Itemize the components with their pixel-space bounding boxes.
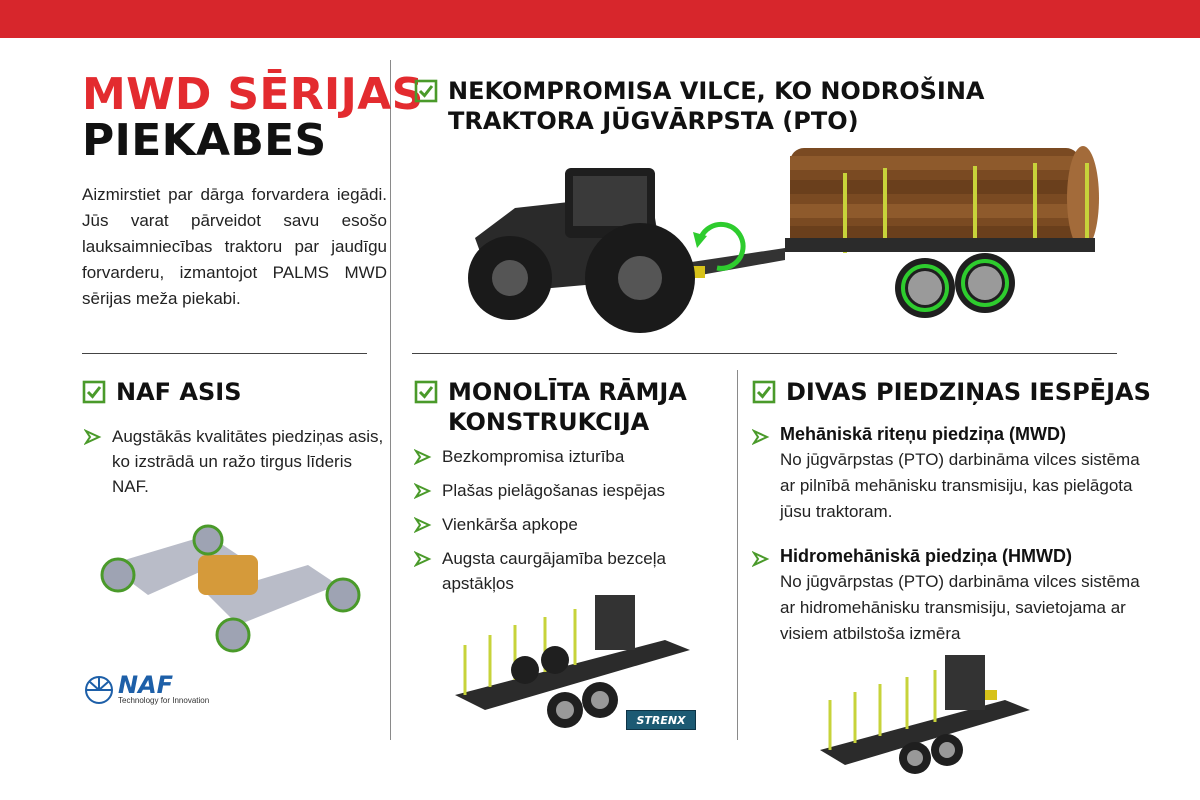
frame-bullet-text: Vienkārša apkope [442, 515, 578, 534]
list-item [84, 424, 384, 499]
pto-heading-line-1: NEKOMPROMISA VILCE, KO NODROŠINA [448, 77, 985, 105]
axle-illustration [88, 515, 373, 665]
drive-option-title: Mehāniskā riteņu piedziņa (MWD) [780, 424, 1067, 444]
chevron-right-icon [414, 551, 432, 567]
divider-vertical-right [737, 370, 738, 740]
frame-heading [414, 377, 724, 437]
naf-heading [82, 377, 372, 407]
naf-logo [84, 671, 210, 705]
log-stack [790, 146, 1099, 250]
naf-heading-text: NAF ASIS [116, 378, 242, 406]
pto-heading-line-2: TRAKTORA JŪGVĀRPSTA (PTO) [448, 107, 859, 135]
top-banner [0, 0, 1200, 38]
tractor-trailer-illustration [455, 128, 1115, 343]
chevron-right-icon [752, 429, 770, 445]
trailer-wheel-2 [955, 253, 1015, 313]
checkbox-icon [414, 79, 438, 103]
pto-heading [414, 76, 1034, 136]
title-line-2: PIEKABES [82, 115, 327, 166]
frame-heading-line-2: KONSTRUKCIJA [448, 408, 650, 436]
frame-bullet-text: Augsta caurgājamība bezceļa apstākļos [442, 549, 666, 593]
drive-option-title: Hidromehāniskā piedziņa (HMWD) [780, 546, 1073, 566]
chevron-right-icon [414, 517, 432, 533]
frame-bullet-text: Bezkompromisa izturība [442, 447, 625, 466]
chevron-right-icon [84, 429, 102, 445]
list-item [414, 478, 724, 503]
chevron-right-icon [414, 449, 432, 465]
frame-heading-line-1: MONOLĪTA RĀMJA [448, 378, 687, 406]
title-line-1: MWD SĒRIJAS [82, 69, 424, 120]
hmwd-trailer-illustration [815, 650, 1045, 780]
checkbox-icon [82, 380, 106, 404]
chevron-right-icon [752, 551, 770, 567]
naf-logo-tagline: Technology for Innovation [118, 696, 210, 705]
chevron-right-icon [414, 483, 432, 499]
intro-paragraph: Aizmirstiet par dārga forvardera iegādi. Jūs varat pārveidot savu esošo lauksaimniecības traktoru par jaudīgu forvarderu, izmantojot PALMS MWD sērijas meža piekabi. [82, 185, 387, 308]
drive-heading [752, 377, 1152, 407]
frame-bullet-text: Plašas pielāgošanas iespējas [442, 481, 666, 500]
drive-option-text: No jūgvārpstas (PTO) darbināma vilces sistēma ar pilnībā mehānisku transmisiju, kas pielāgota jūsu traktoram. [780, 450, 1140, 521]
list-item [414, 512, 724, 537]
naf-bullet-list [84, 424, 384, 508]
naf-logo-icon [84, 675, 114, 705]
strenx-badge: STRENX [626, 710, 696, 730]
drive-option-mwd [752, 424, 1172, 525]
tractor [468, 168, 695, 333]
frame-bullet-list [414, 444, 724, 605]
checkbox-icon [414, 380, 438, 404]
drive-option-hmwd [752, 546, 1172, 647]
trailer-wheel-1 [895, 258, 955, 318]
drive-option-text: No jūgvārpstas (PTO) darbināma vilces sistēma ar hidromehānisku transmisiju, savietojama ar visiem atbilstoša izmēra [780, 572, 1140, 643]
drive-heading-text: DIVAS PIEDZIŅAS IESPĒJAS [786, 378, 1151, 406]
naf-logo-name: NAF [118, 671, 174, 699]
naf-bullet-text: Augstākās kvalitātes piedziņas asis, ko izstrādā un ražo tirgus līderis NAF. [112, 427, 384, 496]
divider-horizontal-right [412, 353, 1117, 354]
list-item [414, 444, 724, 469]
checkbox-icon [752, 380, 776, 404]
page-title [82, 69, 424, 166]
divider-horizontal-left [82, 353, 367, 354]
